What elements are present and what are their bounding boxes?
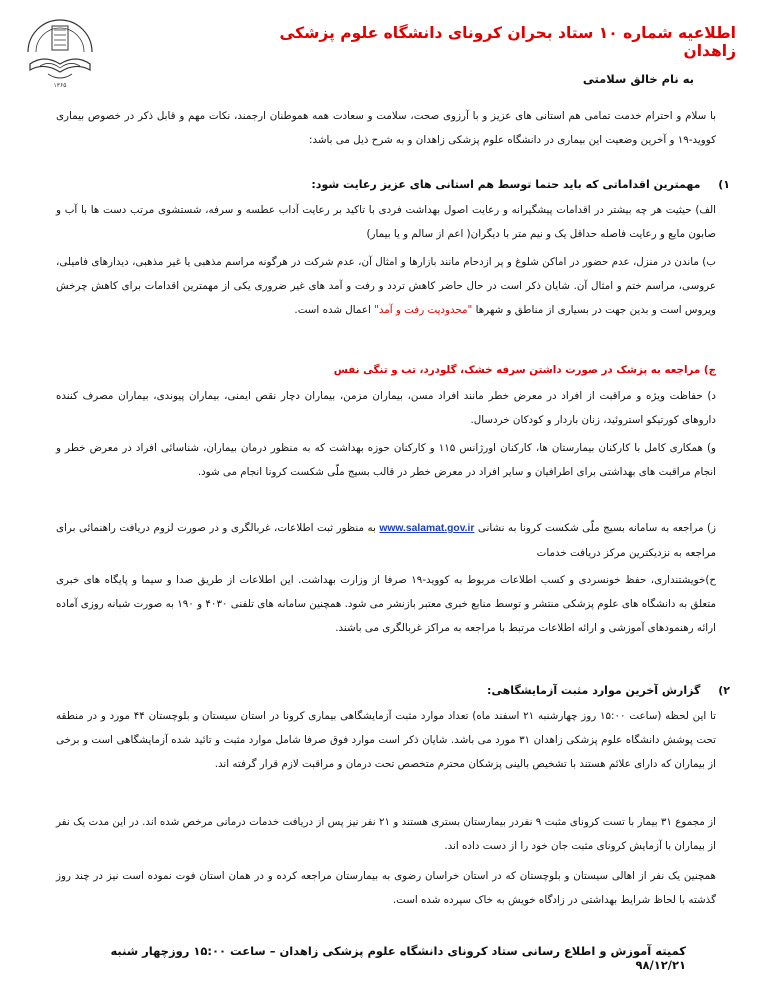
item-g: ح)خویشتنداری، حفظ خونسردی و کسب اطلاعات مربوط به کووید-۱۹ صرفا از وزارت بهداشت. این اطلاعات از طریق صدا و سیما و پایگاه های خبری متعلق به دانشگاه های علوم پزشکی منتشر و توسط منابع خبری معتبر بازنشر می شود. همچنین سامانه های تلفنی ۴۰۳۰ و ۱۹۰ به صورت شبانه روزی آماده ارائه رهنمودهای آموزشی و ارائه اطلاعات مرتبط با مراجعه به مراکز غربالگری می باشند. (56, 574, 716, 634)
logo-year: ۱۳۶۵ (53, 82, 67, 89)
item-b-text: ب) ماندن در منزل، عدم حضور در اماکن شلوغ و پر ازدحام مانند بازارها و امثال آن، عدم شرکت در هرگونه مراسم مذهبی یا غیر مذهبی، دیدارهای فامیلی، عروسی، مراسم ختم و امثال آن. شایان ذکر است در حال حاضر کاهش تردد و رفت و آمد های غیر ضروری یکی از مهمترین اقدامات برای کاهش چرخش ویروس است و بدین جهت در بسیاری از مناطق و شهرها (56, 256, 716, 316)
greeting: به نام خالق سلامتی (582, 72, 694, 86)
university-seal-icon (18, 8, 102, 92)
intro-paragraph: با سلام و احترام خدمت تمامی هم استانی های عزیز و با آرزوی صحت، سلامت و سعادت همه هموطنان ارجمند، نکات مهم و قابل ذکر در خصوص بیماری کووید-۱۹ و آخرین وضعیت این بیماری در دانشگاه علوم پزشکی زاهدان و به شرح ذیل می باشد: (56, 110, 716, 146)
salamat-link[interactable]: www.salamat.gov.ir (379, 523, 475, 534)
item-e: و) همکاری کامل با کارکنان بیمارستان ها، کارکنان اورژانس ۱۱۵ و کارکنان حوزه بهداشت که به منظور درمان بیماران، شناسائی افراد در معرض خطر و انجام مراقبت های بهداشتی برای اطرافیان و سایر افراد در معرض خطر در قالب بسیج ملّی شکست کرونا انجام می شود. (56, 442, 716, 478)
section2-header (487, 684, 730, 697)
section2-paragraph-3: همچنین یک نفر از اهالی سیستان و بلوچستان که در استان خراسان رضوی به بیمارستان مراجعه کرده و در همان استان فوت نموده است نیز در چند روز گذشته با لحاظ شرایط بهداشتی در زادگاه خویش به خاک سپرده شده است. (56, 870, 716, 906)
item-f (56, 516, 716, 565)
item-f-post: به منظور ثبت اطلاعات، غربالگری و در صورت لزوم دریافت راهنمائی برای مراجعه به نزدیکترین مرکز دریافت خدمات (56, 522, 716, 559)
item-b-end: اعمال شده است. (294, 304, 371, 316)
section2-paragraph-1: تا این لحظه (ساعت ۱۵:۰۰ روز چهارشنبه ۲۱ اسفند ماه) تعداد موارد مثبت آزمایشگاهی بیماری کرونا در استان سیستان و بلوچستان ۴۴ مورد و در منطقه تحت پوشش دانشگاه علوم پزشکی زاهدان ۳۱ مورد می باشد. شایان ذکر است موارد فوق صرفا شامل موارد مثبت و تائید شده آزمایشگاهی است و برخی از بیماران که دارای علائم هستند با تشخیص بالینی پزشکان محترم متخصص تحت درمان و مراقبت لازم قرار گرفته اند. (56, 710, 717, 770)
page-title: اطلاعیه شماره ۱۰ ستاد بحران کرونای دانشگاه علوم پزشکی زاهدان (279, 24, 736, 60)
section2-number: ۲) (718, 684, 730, 697)
section2-paragraph-2: از مجموع ۳۱ بیمار با تست کرونای مثبت ۹ نفردر بیمارستان بستری هستند و ۲۱ نفر نیز پس از دریافت خدمات درمانی مرخص شده اند. در این مدت یک نفر از بیماران با آزمایش کرونای مثبت جان خود را از دست داده اند. (56, 816, 716, 852)
item-c: ج) مراجعه به پزشک در صورت داشتن سرفه خشک، گلودرد، تب و تنگی نفس (333, 364, 716, 376)
item-d: د) حفاظت ویژه و مراقبت از افراد در معرض خطر مانند افراد مسن، بیماران مزمن، بیماران دچار نقص ایمنی، بیماران پیوندی، بیماران مصرف کننده داروهای کورتیکو استروئید، زنان باردار و کودکان خردسال. (56, 390, 716, 426)
section2-heading: گزارش آخرین موارد مثبت آزمایشگاهی: (487, 684, 701, 697)
item-b-highlight: "محدودیت رفت و آمد" (374, 304, 473, 316)
section1-header (311, 178, 730, 191)
item-b (56, 250, 716, 322)
item-f-pre: ز) مراجعه به سامانه بسیج ملّی شکست کرونا به نشانی (477, 522, 717, 534)
section1-heading: مهمترین اقداماتی که باید حتما توسط هم استانی های عزیز رعایت شود: (311, 178, 701, 191)
item-a: الف) حیثیت هر چه بیشتر در اقدامات پیشگیرانه و رعایت اصول بهداشت فردی با تاکید بر رعایت آداب عطسه و سرفه، شستشوی مرتب دست ها با آب و صابون مایع و رعایت فاصله حداقل یک و نیم متر با دیگران( اعم از سالم و یا بیمار) (56, 204, 716, 240)
section1-number: ۱) (718, 178, 730, 191)
footer-signature: کمیته آموزش و اطلاع رسانی ستاد کرونای دانشگاه علوم پزشکی زاهدان – ساعت ۱۵:۰۰ روزچهار شنبه ۹۸/۱۲/۲۱ (110, 944, 686, 972)
